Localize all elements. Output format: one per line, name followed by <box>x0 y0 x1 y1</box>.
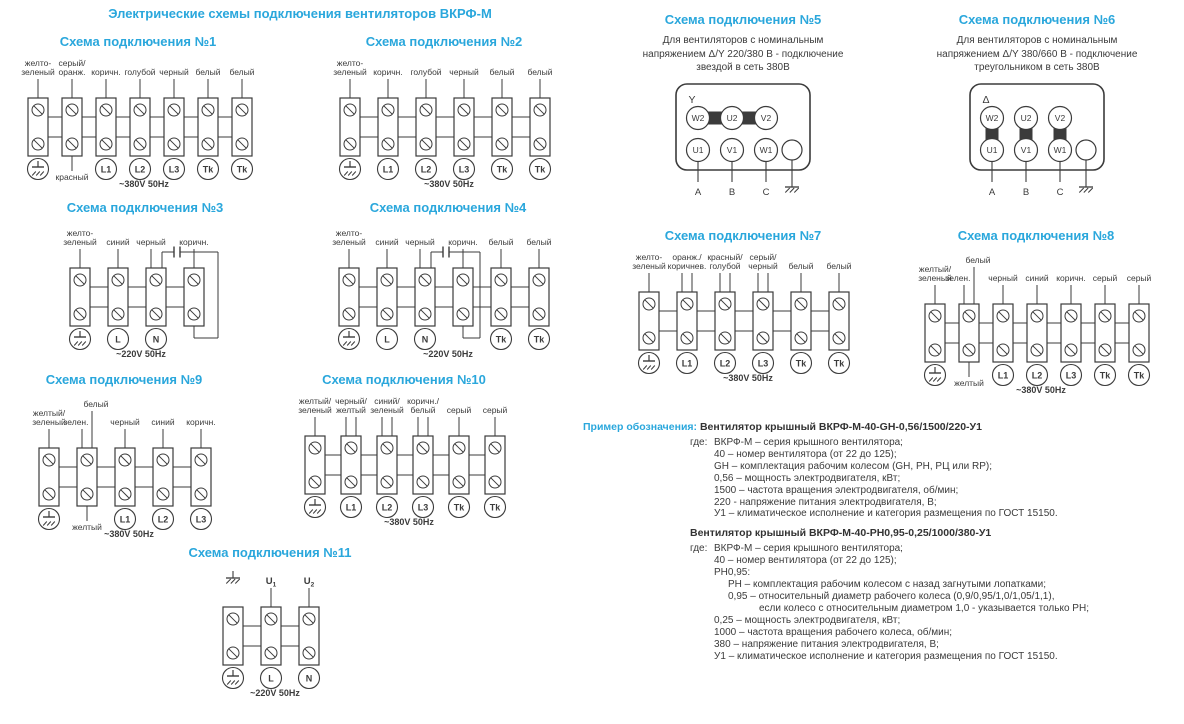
scheme-2-title: Схема подключения №2 <box>365 34 523 49</box>
terminal-strip-svg <box>623 246 863 388</box>
designation-example-line-text: 40 – номер вентилятора (от 22 до 125); <box>714 448 897 460</box>
designation-example-line-text: 1500 – частота вращения электродвигателя, об/мин; <box>714 484 959 496</box>
svg-text:U1: U1 <box>692 144 704 155</box>
where-label <box>690 461 714 473</box>
svg-text:B: B <box>1022 186 1030 198</box>
scheme-9 <box>4 372 244 544</box>
svg-text:Tk: Tk <box>533 334 544 345</box>
svg-text:Tk: Tk <box>495 334 506 345</box>
svg-text:L3: L3 <box>458 164 470 175</box>
svg-text:белый: белый <box>826 261 852 271</box>
svg-text:L1: L1 <box>100 164 112 175</box>
designation-example-line-text: 380 – напряжение питания электродвигателя, В; <box>714 638 939 650</box>
designation-example-line <box>690 449 1184 461</box>
svg-text:~380V 50Hz: ~380V 50Hz <box>384 517 434 527</box>
scheme-5-description <box>596 34 890 75</box>
svg-text:L3: L3 <box>417 502 429 513</box>
svg-text:~380V 50Hz: ~380V 50Hz <box>119 179 169 189</box>
svg-text:белый: белый <box>229 67 255 77</box>
svg-text:A: A <box>694 186 702 198</box>
designation-example-line-text: если колесо с относительным диаметром 1,0 - указывается только РН; <box>759 602 1089 614</box>
where-label <box>690 567 714 579</box>
svg-text:синий: синий <box>1025 273 1049 283</box>
svg-text:белый: белый <box>195 67 221 77</box>
svg-text:L2: L2 <box>1031 370 1043 381</box>
svg-text:красный/: красный/ <box>707 252 743 262</box>
svg-text:A: A <box>988 186 996 198</box>
svg-text:L2: L2 <box>134 164 146 175</box>
svg-text:~380V 50Hz: ~380V 50Hz <box>1016 385 1066 395</box>
scheme-5-diagram <box>596 79 890 201</box>
svg-text:белый: белый <box>527 67 553 77</box>
svg-text:U2: U2 <box>726 112 738 123</box>
designation-example-title-1: Вентилятор крышный ВКРФ-М-40-GH-0,56/1500/220-У1 <box>699 421 982 433</box>
svg-text:черный: черный <box>159 67 189 77</box>
svg-text:желтый/: желтый/ <box>298 396 332 406</box>
svg-text:Tk: Tk <box>833 358 845 369</box>
svg-text:желто-: желто- <box>335 228 362 238</box>
scheme-4 <box>318 200 578 364</box>
designation-example-line-text: РН0,95: <box>714 567 751 579</box>
svg-text:серый: серый <box>1092 273 1118 283</box>
svg-text:черный: черный <box>748 261 778 271</box>
svg-text:серый/: серый/ <box>58 58 86 68</box>
scheme-5-title: Схема подключения №5 <box>664 12 822 27</box>
designation-example-line-text: 0,56 – мощность электродвигателя, кВт; <box>714 472 901 484</box>
designation-example <box>583 421 1184 662</box>
scheme-6-desc-line-2: напряжением Δ/Y 380/660 В - подключение <box>936 48 1138 60</box>
svg-text:L1: L1 <box>345 502 357 513</box>
svg-text:V1: V1 <box>726 144 738 155</box>
designation-example-line-text: 40 – номер вентилятора (от 22 до 125); <box>714 555 897 567</box>
svg-text:B: B <box>728 186 736 198</box>
designation-example-line <box>690 579 1184 591</box>
scheme-11-title: Схема подключения №11 <box>188 545 352 560</box>
designation-example-line <box>690 591 1184 603</box>
svg-text:белый: белый <box>83 399 109 409</box>
svg-text:L: L <box>115 334 121 345</box>
where-label: где: <box>690 437 708 448</box>
terminal-strip-svg <box>323 218 574 364</box>
svg-text:коричн.: коричн. <box>179 237 209 247</box>
svg-text:зеленый: зеленый <box>632 261 666 271</box>
svg-text:Tk: Tk <box>453 502 465 513</box>
svg-text:W1: W1 <box>759 144 773 155</box>
designation-example-line <box>690 497 1184 509</box>
svg-text:белый: белый <box>410 405 436 415</box>
scheme-1-diagram <box>12 52 264 194</box>
svg-text:L2: L2 <box>719 358 731 369</box>
svg-text:черный: черный <box>988 273 1018 283</box>
designation-example-block-2 <box>583 543 1184 662</box>
svg-text:C: C <box>1056 186 1064 198</box>
svg-text:черный: черный <box>136 237 166 247</box>
svg-text:Tk: Tk <box>202 164 214 175</box>
svg-text:синий: синий <box>106 237 130 247</box>
svg-text:L3: L3 <box>168 164 180 175</box>
svg-text:черный: черный <box>110 417 140 427</box>
svg-text:черный/: черный/ <box>335 396 367 406</box>
designation-example-line <box>690 627 1184 639</box>
svg-text:оранж./: оранж./ <box>672 252 702 262</box>
svg-text:красный: красный <box>55 172 89 182</box>
svg-text:серый: серый <box>1126 273 1152 283</box>
svg-text:коричн./: коричн./ <box>407 396 439 406</box>
scheme-6-desc-line-3: треугольником в сеть 380В <box>974 62 1100 73</box>
designation-example-line <box>690 543 1184 555</box>
svg-text:желто-: желто- <box>336 58 364 68</box>
svg-text:~220V 50Hz: ~220V 50Hz <box>422 349 473 359</box>
svg-text:коричн.: коричн. <box>447 237 478 247</box>
svg-text:зелен.: зелен. <box>63 417 89 427</box>
svg-text:коричн.: коричн. <box>373 67 403 77</box>
scheme-11 <box>150 545 390 703</box>
scheme-5-desc-line-1: Для вентиляторов с номинальным <box>662 35 824 46</box>
where-label <box>690 627 714 639</box>
designation-example-line <box>690 639 1184 651</box>
svg-text:N: N <box>152 334 160 345</box>
svg-text:W2: W2 <box>985 112 999 123</box>
svg-text:коричнев.: коричнев. <box>667 261 707 271</box>
svg-text:Y: Y <box>688 93 696 106</box>
where-label <box>690 449 714 461</box>
scheme-7 <box>596 228 890 388</box>
scheme-5 <box>596 12 890 201</box>
svg-text:L1: L1 <box>997 370 1009 381</box>
designation-example-title-2: Вентилятор крышный ВКРФ-М-40-РН0,95-0,25/1000/380-У1 <box>690 527 992 540</box>
svg-text:Tk: Tk <box>1099 370 1111 381</box>
scheme-7-diagram <box>596 246 890 388</box>
where-label <box>690 639 714 651</box>
scheme-3-diagram <box>30 218 260 364</box>
designation-example-head <box>583 421 1184 434</box>
svg-text:V2: V2 <box>760 112 772 123</box>
designation-example-line <box>690 485 1184 497</box>
designation-example-line-text: ВКРФ-М – серия крышного вентилятора; <box>714 437 903 448</box>
terminal-strip-svg <box>324 52 564 194</box>
svg-text:Tk: Tk <box>534 164 546 175</box>
scheme-1-title: Схема подключения №1 <box>59 34 217 49</box>
where-label <box>690 651 714 663</box>
scheme-6-diagram <box>890 79 1184 201</box>
where-label <box>690 508 714 520</box>
svg-text:белый: белый <box>489 67 515 77</box>
svg-text:N: N <box>421 334 428 345</box>
designation-example-line <box>690 508 1184 520</box>
scheme-9-title: Схема подключения №9 <box>45 372 203 387</box>
where-label: где: <box>690 543 708 555</box>
designation-example-line <box>690 615 1184 627</box>
scheme-11-diagram <box>150 563 390 703</box>
svg-text:~380V 50Hz: ~380V 50Hz <box>723 373 773 383</box>
designation-example-line-text: У1 – климатическое исполнение и категория размещения по ГОСТ 15150. <box>714 508 1058 520</box>
svg-text:L3: L3 <box>757 358 769 369</box>
scheme-5-desc-line-2: напряжением Δ/Y 220/380 В - подключение <box>642 48 844 60</box>
designation-example-line-text: РН – комплектация рабочим колесом с назад загнутыми лопатками; <box>728 579 1047 591</box>
svg-text:~380V 50Hz: ~380V 50Hz <box>424 179 474 189</box>
scheme-7-title: Схема подключения №7 <box>664 228 822 243</box>
svg-text:~380V 50Hz: ~380V 50Hz <box>104 529 154 539</box>
svg-text:желто-: желто- <box>66 228 94 238</box>
svg-text:голубой: голубой <box>410 67 442 77</box>
svg-text:U1: U1 <box>986 144 998 155</box>
svg-text:L1: L1 <box>119 514 131 525</box>
svg-text:серый: серый <box>482 405 508 415</box>
svg-text:зеленый: зеленый <box>331 237 366 247</box>
scheme-1 <box>12 34 264 194</box>
svg-text:C: C <box>762 186 770 198</box>
svg-text:L3: L3 <box>195 514 207 525</box>
svg-text:серый/: серый/ <box>749 252 777 262</box>
svg-text:зеленый: зеленый <box>333 67 367 77</box>
designation-example-line-text: 0,25 – мощность электродвигателя, кВт; <box>714 614 901 626</box>
svg-text:L1: L1 <box>382 164 394 175</box>
svg-text:зеленый: зеленый <box>21 67 55 77</box>
designation-example-line <box>690 567 1184 579</box>
svg-text:L1: L1 <box>681 358 693 369</box>
svg-text:коричн.: коричн. <box>1056 273 1086 283</box>
designation-example-label: Пример обозначения: <box>583 421 698 433</box>
scheme-6-description <box>890 34 1184 75</box>
svg-text:желтый: желтый <box>72 522 102 532</box>
svg-text:черный: черный <box>449 67 479 77</box>
svg-text:Δ: Δ <box>982 93 990 106</box>
svg-text:белый: белый <box>525 237 552 247</box>
scheme-6-title: Схема подключения №6 <box>958 12 1116 27</box>
svg-text:желто-: желто- <box>635 252 663 262</box>
scheme-10-title: Схема подключения №10 <box>322 372 486 387</box>
designation-example-line <box>690 461 1184 473</box>
designation-example-line <box>690 651 1184 663</box>
svg-text:V1: V1 <box>1020 144 1032 155</box>
svg-text:зеленый: зеленый <box>32 417 66 427</box>
terminal-strip-svg <box>54 218 236 364</box>
designation-example-line-text: ВКРФ-М – серия крышного вентилятора; <box>714 543 903 555</box>
svg-text:белый: белый <box>788 261 814 271</box>
svg-text:U2: U2 <box>1020 112 1032 123</box>
designation-example-line <box>690 555 1184 567</box>
svg-text:W2: W2 <box>691 112 705 123</box>
motor-box-svg <box>668 79 818 201</box>
scheme-8-diagram <box>888 246 1184 400</box>
svg-text:~220V 50Hz: ~220V 50Hz <box>250 688 300 698</box>
designation-example-line <box>690 437 1184 449</box>
scheme-4-title: Схема подключения №4 <box>369 200 527 215</box>
where-label <box>690 555 714 567</box>
svg-text:желтый: желтый <box>954 378 984 388</box>
scheme-3 <box>30 200 260 364</box>
terminal-strip-svg <box>207 563 333 703</box>
designation-example-line-text: 0,95 – относительный диаметр рабочего колеса (0,9/0,95/1,0/1,05/1,1), <box>728 590 1055 602</box>
svg-text:W1: W1 <box>1053 144 1067 155</box>
svg-text:L2: L2 <box>381 502 393 513</box>
scheme-9-diagram <box>4 390 244 544</box>
svg-text:зеленый: зеленый <box>298 405 332 415</box>
terminal-strip-svg <box>12 52 266 194</box>
svg-text:Tk: Tk <box>496 164 508 175</box>
scheme-8-title: Схема подключения №8 <box>957 228 1115 243</box>
designation-example-block-1 <box>583 437 1184 520</box>
svg-text:L3: L3 <box>1065 370 1077 381</box>
svg-text:зеленый: зеленый <box>918 273 952 283</box>
svg-text:L: L <box>383 334 390 345</box>
designation-example-line-text: У1 – климатическое исполнение и категория размещения по ГОСТ 15150. <box>714 650 1058 662</box>
svg-text:~220V 50Hz: ~220V 50Hz <box>116 349 166 359</box>
page-title: Электрические схемы подключения вентиляторов ВКРФ-М <box>108 6 492 21</box>
terminal-strip-svg <box>909 246 1163 400</box>
scheme-5-desc-line-3: звездой в сеть 380В <box>696 62 790 73</box>
svg-text:голубой: голубой <box>709 261 741 271</box>
svg-text:L: L <box>268 673 274 684</box>
terminal-strip-svg <box>289 390 519 532</box>
svg-text:V2: V2 <box>1054 112 1066 123</box>
svg-text:желтый/: желтый/ <box>32 408 66 418</box>
svg-text:зелен.: зелен. <box>945 273 971 283</box>
where-label <box>690 497 714 509</box>
svg-text:Tk: Tk <box>1133 370 1145 381</box>
svg-text:серый: серый <box>446 405 472 415</box>
designation-example-line-text: 220 - напряжение питания электродвигателя, В; <box>714 496 937 508</box>
where-label <box>690 591 714 603</box>
where-label <box>690 473 714 485</box>
where-label <box>690 579 714 591</box>
scheme-10 <box>280 372 528 532</box>
svg-text:желто-: желто- <box>24 58 52 68</box>
scheme-2-diagram <box>318 52 570 194</box>
svg-text:Tk: Tk <box>489 502 501 513</box>
svg-text:голубой: голубой <box>124 67 156 77</box>
scheme-2 <box>318 34 570 194</box>
scheme-8 <box>888 228 1184 400</box>
svg-text:желтый/: желтый/ <box>918 264 952 274</box>
svg-text:синий: синий <box>374 237 399 247</box>
svg-text:желтый: желтый <box>336 405 366 415</box>
svg-text:U1: $U_1$ <box>265 576 277 589</box>
where-label <box>690 615 714 627</box>
where-label <box>690 603 714 615</box>
svg-text:U2: $U_2$ <box>303 576 315 589</box>
scheme-10-diagram <box>280 390 528 532</box>
scheme-4-diagram <box>318 218 578 364</box>
svg-text:коричн.: коричн. <box>91 67 121 77</box>
svg-text:N: N <box>305 673 313 684</box>
svg-text:белый: белый <box>487 237 514 247</box>
svg-text:синий/: синий/ <box>374 396 400 406</box>
terminal-strip-svg <box>23 390 225 544</box>
scheme-3-title: Схема подключения №3 <box>66 200 224 215</box>
svg-text:синий: синий <box>151 417 175 427</box>
scheme-6-desc-line-1: Для вентиляторов с номинальным <box>956 35 1118 46</box>
svg-text:зеленый: зеленый <box>63 237 97 247</box>
scheme-6 <box>890 12 1184 201</box>
where-label <box>690 485 714 497</box>
svg-text:L2: L2 <box>420 164 432 175</box>
svg-text:белый: белый <box>965 255 991 265</box>
designation-example-line <box>690 603 1184 615</box>
svg-text:оранж.: оранж. <box>58 67 86 77</box>
svg-text:Tk: Tk <box>795 358 807 369</box>
svg-text:L2: L2 <box>157 514 169 525</box>
svg-text:зеленый: зеленый <box>370 405 404 415</box>
svg-text:коричн.: коричн. <box>186 417 216 427</box>
svg-text:черный: черный <box>404 237 435 247</box>
motor-box-svg <box>962 79 1112 201</box>
designation-example-line-text: 1000 – частота вращения рабочего колеса, об/мин; <box>714 626 953 638</box>
svg-text:Tk: Tk <box>236 164 248 175</box>
designation-example-line <box>690 473 1184 485</box>
designation-example-line-text: GH – комплектация рабочим колесом (GH, PH, РЦ или RP); <box>714 460 993 472</box>
